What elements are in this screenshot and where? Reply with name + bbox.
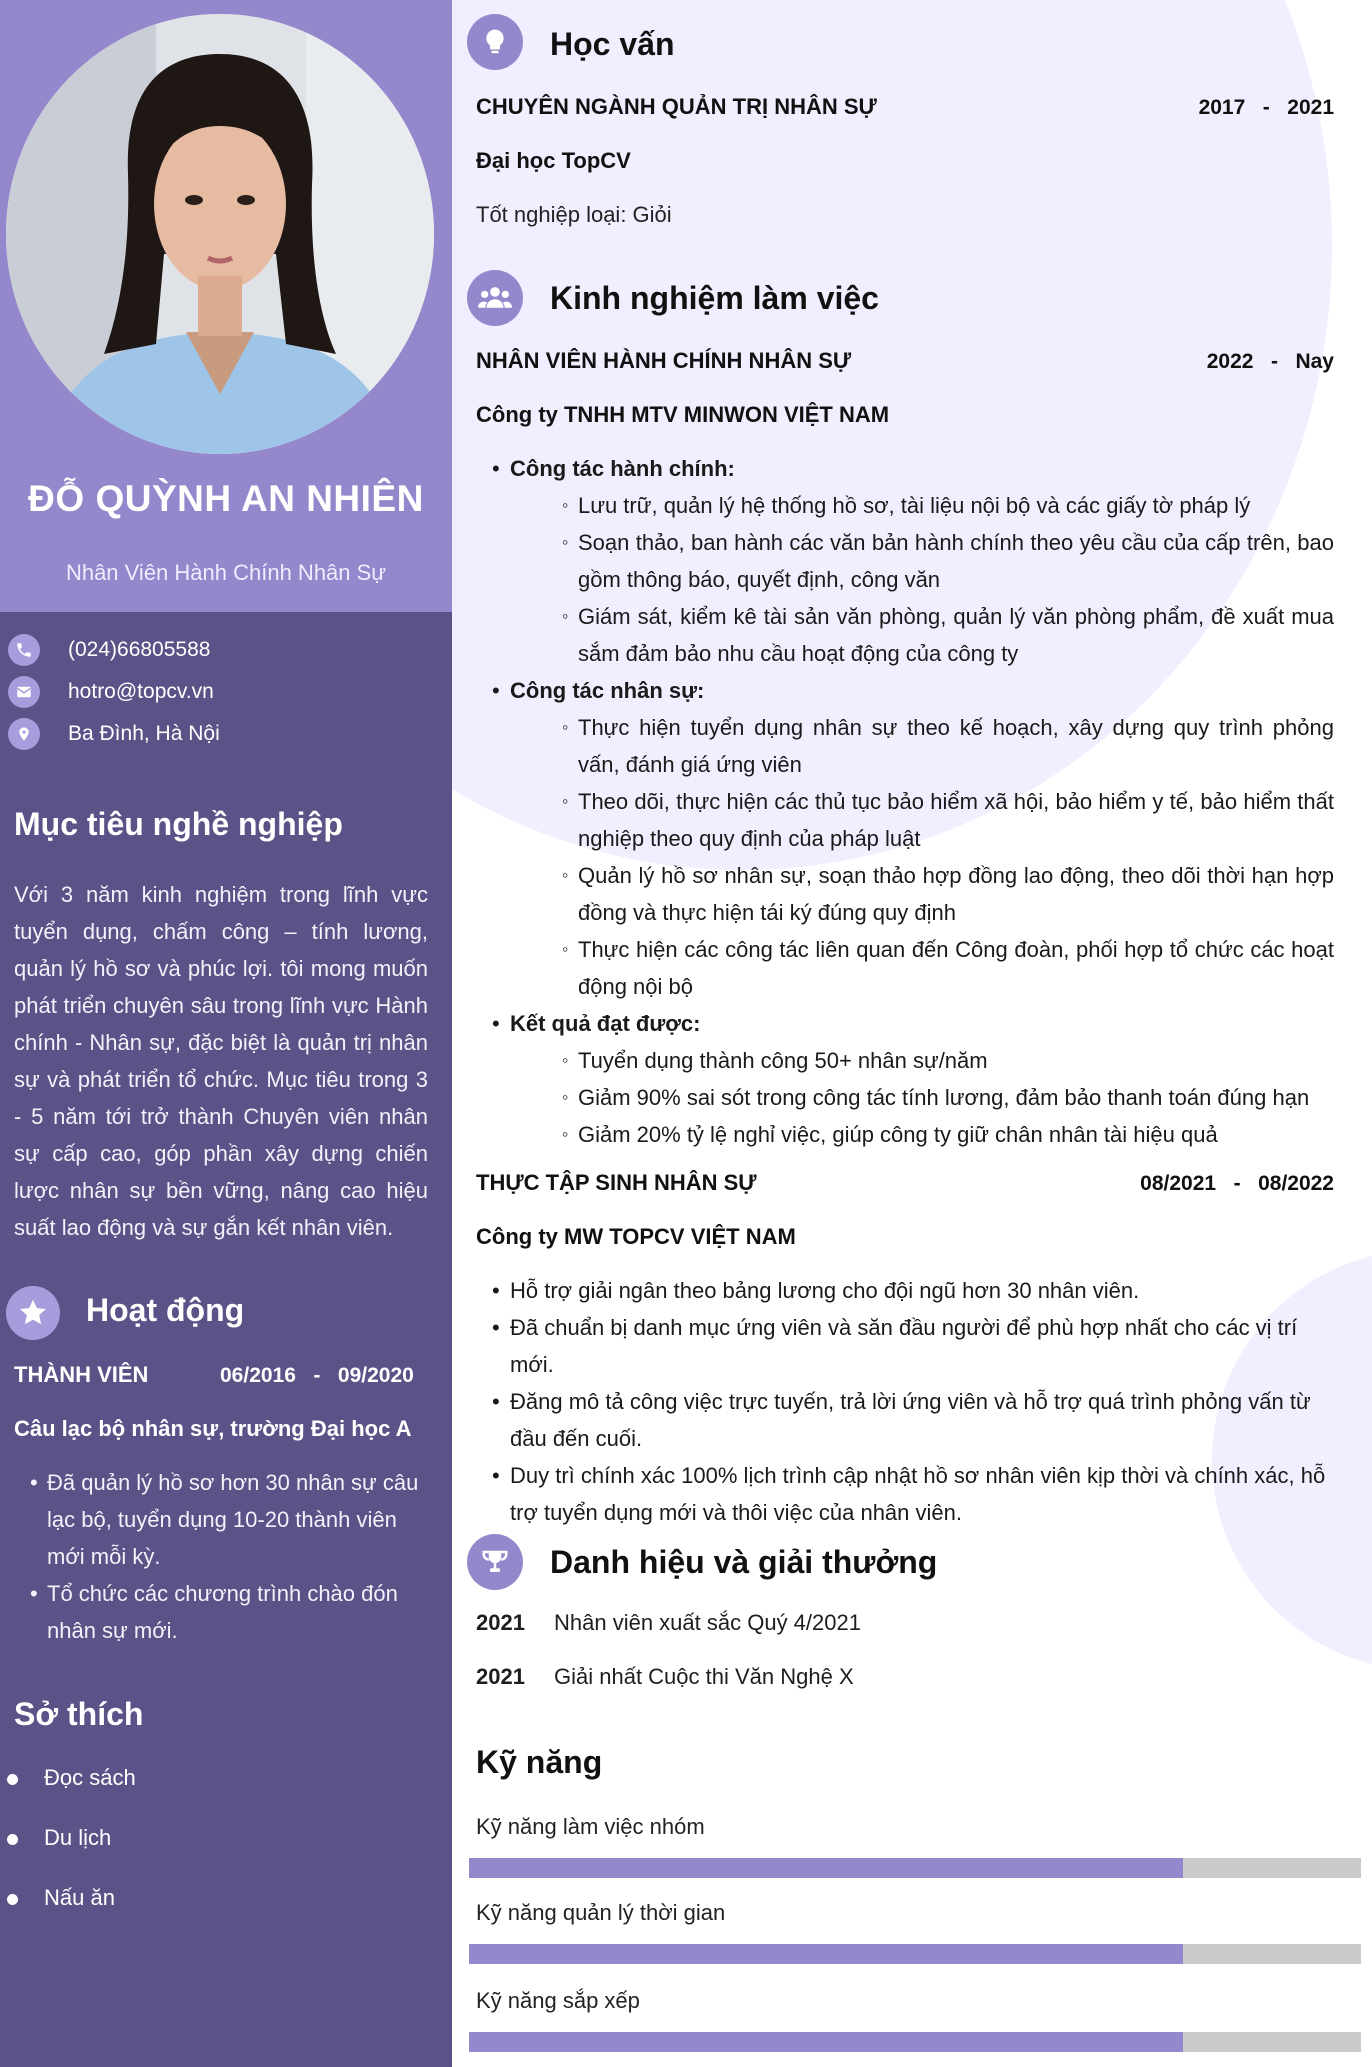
phone-text: (024)66805588 <box>68 638 211 661</box>
list-item: ◦ Thực hiện các công tác liên quan đến Công đoàn, phối hợp tổ chức các hoạt động nội bộ <box>562 931 1334 1005</box>
duty-category: Công tác hành chính: <box>510 456 735 481</box>
full-name: ĐỖ QUỲNH AN NHIÊN <box>28 478 424 519</box>
list-item: ◦ Thực hiện tuyển dụng nhân sự theo kế hoạch, xây dựng quy trình phỏng vấn, đánh giá ứng viên <box>562 709 1334 783</box>
list-item: ◦ Lưu trữ, quản lý hệ thống hồ sơ, tài liệu nội bộ và các giấy tờ pháp lý <box>562 487 1334 524</box>
skill-label: Kỹ năng làm việc nhóm <box>476 1814 705 1839</box>
award-title: Nhân viên xuất sắc Quý 4/2021 <box>554 1610 861 1635</box>
education-heading: Học vấn <box>550 26 675 62</box>
duty-category: Kết quả đạt được: <box>510 1011 701 1036</box>
contact-email <box>0 672 452 712</box>
job-1-position: NHÂN VIÊN HÀNH CHÍNH NHÂN SỰ <box>476 348 852 373</box>
activity-role: THÀNH VIÊN <box>14 1362 149 1387</box>
avatar <box>6 14 434 454</box>
job-1-duties <box>492 450 1334 1153</box>
award-title: Giải nhất Cuộc thi Văn Nghệ X <box>554 1664 854 1689</box>
list-item: ◦ Quản lý hồ sơ nhân sự, soạn thảo hợp đồng lao động, theo dõi thời hạn hợp đồng và thực hiện tái ký đúng quy định <box>562 857 1334 931</box>
lightbulb-icon <box>467 14 523 70</box>
activity-date: 06/2016 - 09/2020 <box>220 1364 414 1387</box>
job-2-company: Công ty MW TOPCV VIỆT NAM <box>476 1224 796 1249</box>
skill-bar <box>469 2032 1361 2052</box>
job-2-position: THỰC TẬP SINH NHÂN SỰ <box>476 1170 757 1195</box>
hobby-item <box>0 1820 452 1880</box>
hobbies-heading: Sở thích <box>14 1696 144 1732</box>
job-1-date: 2022 - Nay <box>1206 350 1334 373</box>
education-school: Đại học TopCV <box>476 148 631 173</box>
email-icon <box>8 676 40 708</box>
list-item: • Đã chuẩn bị danh mục ứng viên và săn đầu người để phù hợp nhất cho các vị trí mới. <box>492 1309 1334 1383</box>
hobby-label: Đọc sách <box>44 1765 136 1790</box>
bullet-dot-icon <box>7 1834 18 1845</box>
job-title: Nhân Viên Hành Chính Nhân Sự <box>65 560 387 585</box>
trophy-icon <box>467 1534 523 1590</box>
star-icon <box>6 1286 60 1340</box>
skill-label: Kỹ năng quản lý thời gian <box>476 1900 726 1925</box>
list-item: • Hỗ trợ giải ngân theo bảng lương cho đội ngũ hơn 30 nhân viên. <box>492 1272 1334 1309</box>
award-year: 2021 <box>476 1664 525 1689</box>
list-item <box>492 672 1334 1005</box>
job-2-date: 08/2021 - 08/2022 <box>1140 1172 1334 1195</box>
list-item: ◦ Giám sát, kiểm kê tài sản văn phòng, quản lý văn phòng phẩm, đề xuất mua sắm đảm bảo nhu cầu hoạt động của công ty <box>562 598 1334 672</box>
skills-heading: Kỹ năng <box>476 1744 603 1780</box>
phone-icon <box>8 634 40 666</box>
skill-bar-fill <box>469 1944 1183 1964</box>
list-item: ◦ Giảm 20% tỷ lệ nghỉ việc, giúp công ty giữ chân nhân tài hiệu quả <box>562 1116 1334 1153</box>
address-text: Ba Đình, Hà Nội <box>68 722 220 745</box>
list-item: • Tổ chức các chương trình chào đón nhân sự mới. <box>30 1575 422 1649</box>
list-item: ◦ Theo dõi, thực hiện các thủ tục bảo hiểm xã hội, bảo hiểm y tế, bảo hiểm thất nghiệp theo quy định của pháp luật <box>562 783 1334 857</box>
skill-bar-fill <box>469 1858 1183 1878</box>
experience-heading: Kinh nghiệm làm việc <box>550 280 879 316</box>
duty-category: Công tác nhân sự: <box>510 678 705 703</box>
list-item: • Đã quản lý hồ sơ hơn 30 nhân sự câu lạc bộ, tuyển dụng 10-20 thành viên mới mỗi kỳ. <box>30 1464 422 1575</box>
skill-bar-fill <box>469 2032 1183 2052</box>
hobby-item <box>0 1880 452 1940</box>
skill-label: Kỹ năng sắp xếp <box>476 1988 640 2013</box>
bullet-dot-icon <box>7 1774 18 1785</box>
list-item <box>492 1005 1334 1153</box>
career-heading: Mục tiêu nghề nghiệp <box>14 806 343 842</box>
activity-organization: Câu lạc bộ nhân sự, trường Đại học A <box>14 1416 412 1441</box>
hobby-label: Nấu ăn <box>44 1885 115 1910</box>
hobby-item <box>0 1760 452 1820</box>
hobby-label: Du lịch <box>44 1825 112 1850</box>
hobby-list <box>0 1760 452 1940</box>
email-text: hotro@topcv.vn <box>68 680 214 703</box>
profile-header <box>0 0 452 612</box>
list-item: ◦ Tuyển dụng thành công 50+ nhân sự/năm <box>562 1042 1334 1079</box>
skill-bar <box>469 1944 1361 1964</box>
location-pin-icon <box>8 718 40 750</box>
list-item: ◦ Soạn thảo, ban hành các văn bản hành chính theo yêu cầu của cấp trên, bao gồm thông báo, quyết định, công văn <box>562 524 1334 598</box>
main-content <box>452 0 1372 2067</box>
team-icon <box>467 270 523 326</box>
education-date: 2017 - 2021 <box>1198 96 1334 119</box>
list-item: • Đăng mô tả công việc trực tuyến, trả lời ứng viên và hỗ trợ quá trình phỏng vấn từ đầu đến cuối. <box>492 1383 1334 1457</box>
education-note: Tốt nghiệp loại: Giỏi <box>476 202 672 227</box>
contact-address <box>0 714 452 754</box>
awards-heading: Danh hiệu và giải thưởng <box>550 1544 938 1580</box>
award-item <box>476 1610 861 1636</box>
contact-phone <box>0 630 452 670</box>
award-year: 2021 <box>476 1610 525 1635</box>
job-1-company: Công ty TNHH MTV MINWON VIỆT NAM <box>476 402 890 427</box>
list-item: ◦ Giảm 90% sai sót trong công tác tính lương, đảm bảo thanh toán đúng hạn <box>562 1079 1334 1116</box>
sidebar <box>0 0 452 2067</box>
job-2-duties <box>492 1272 1334 1531</box>
career-objective-text: Với 3 năm kinh nghiệm trong lĩnh vực tuyển dụng, chấm công – tính lương, quản lý hồ sơ và phúc lợi. tôi mong muốn phát triển chuyên sâu trong lĩnh vực Hành chính - Nhân sự, đặc biệt là quản trị nhân sự và phát triển tổ chức. Mục tiêu trong 3 - 5 năm tới trở thành Chuyên viên nhân sự cấp cao, góp phần xây dựng chiến lược nhân sự bền vững, nâng cao hiệu suất lao động và sự gắn kết nhân viên. <box>14 882 428 1240</box>
award-item <box>476 1664 854 1690</box>
list-item: • Duy trì chính xác 100% lịch trình cập nhật hồ sơ nhân viên kịp thời và chính xác, hỗ trợ tuyển dụng mới và thôi việc của nhân viên. <box>492 1457 1334 1531</box>
education-major: CHUYÊN NGÀNH QUẢN TRỊ NHÂN SỰ <box>476 94 877 119</box>
activities-heading: Hoạt động <box>86 1292 245 1328</box>
skill-bar <box>469 1858 1361 1878</box>
list-item <box>492 450 1334 672</box>
activity-bullets <box>30 1464 422 1649</box>
bullet-dot-icon <box>7 1894 18 1905</box>
